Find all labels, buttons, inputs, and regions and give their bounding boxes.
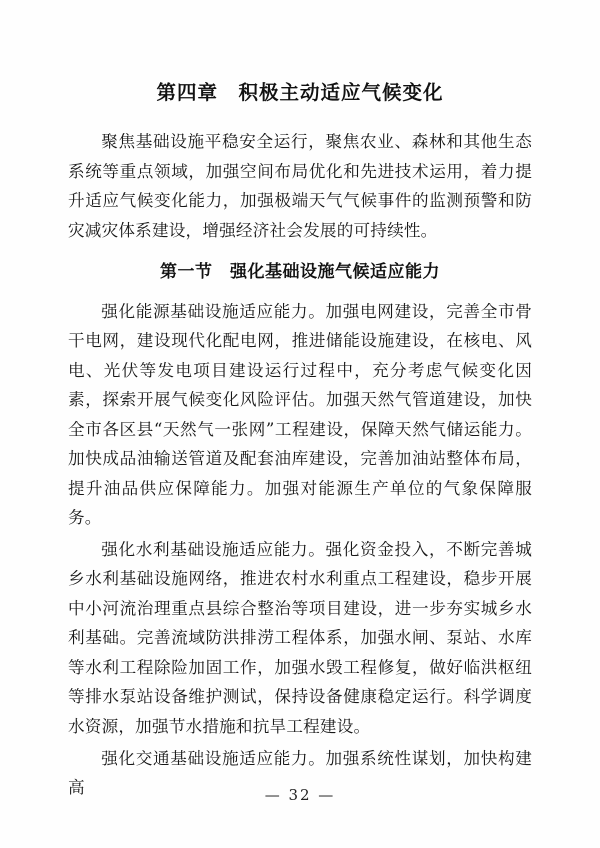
page-content [68, 78, 532, 805]
body-paragraph-transport: 强化交通基础设施适应能力。加强系统性谋划，加快构建高 [68, 748, 532, 798]
intro-paragraph: 聚焦基础设施平稳安全运行，聚焦农业、森林和其他生态系统等重点领域，加强空间布局优化和先进技术运用，着力提升适应气候变化能力，加强极端天气气候事件的监测预警和防灾减灾体系建设，增强经济社会发展的可持续性。 [68, 132, 532, 240]
body-paragraph-water: 强化水利基础设施适应能力。强化资金投入，不断完善城乡水利基础设施网络，推进农村水利重点工程建设，稳步开展中小河流治理重点县综合整治等项目建设，进一步夯实城乡水利基础。完善流域防洪排涝工程体系，加强水闸、泵站、水库等水利工程除险加固工作，加强水毁工程修复，做好临洪枢纽等排水泵站设备维护测试，保持设备健康稳定运行。科学调度水资源，加强节水措施和抗旱工程建设。 [68, 539, 532, 736]
page-number: — 32 — [264, 786, 336, 804]
section-title: 第一节 强化基础设施气候适应能力 [160, 262, 440, 283]
page-footer [0, 785, 600, 804]
body-paragraph-energy: 强化能源基础设施适应能力。加强电网建设，完善全市骨干电网，建设现代化配电网，推进储能设施建设，在核电、风电、光伏等发电项目建设运行过程中，充分考虑气候变化因素，探索开展气候变化风险评估。加强天然气管道建设，加快全市各区县“天然气一张网”工程建设，保障天然气储运能力。加快成品油输送管道及配套油库建设，完善加油站整体布局，提升油品供应保障能力。加强对能源生产单位的气象保障服务。 [68, 301, 532, 528]
chapter-title: 第四章 积极主动适应气候变化 [156, 81, 444, 104]
